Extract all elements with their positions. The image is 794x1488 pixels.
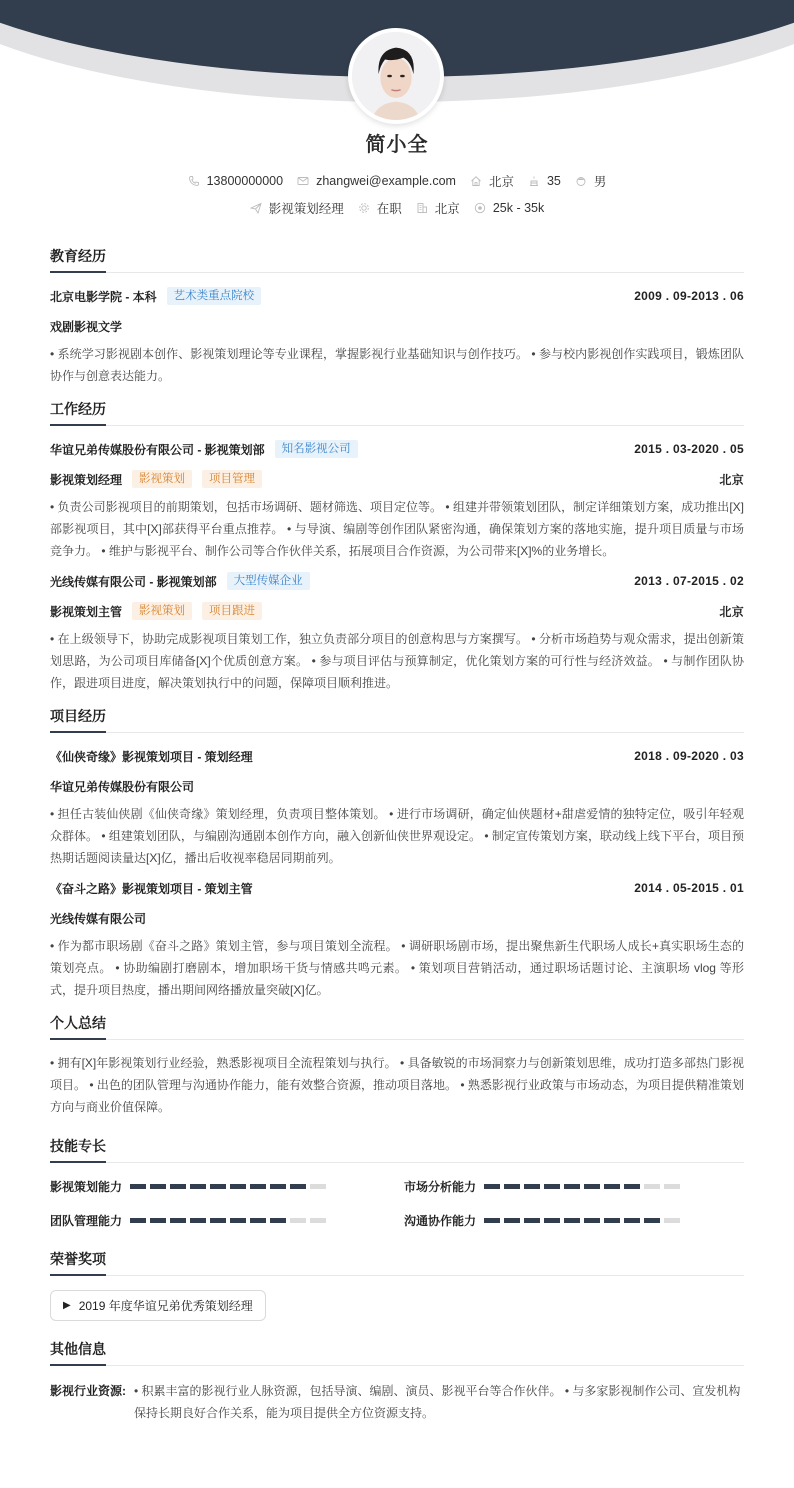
skill-segment (230, 1184, 246, 1189)
company-tag: 知名影视公司 (275, 440, 358, 458)
other-info-text: • 积累丰富的影视行业人脉资源，包括导演、编剧、演员、影视平台等合作伙伴。 • 与多家影视制作公司、宣发机构保持长期良好合作关系，能为项目提供全方位资源支持。 (134, 1384, 741, 1420)
section-title: 其他信息 (50, 1339, 744, 1366)
work-city: 北京 (719, 604, 744, 619)
job-title-value: 影视策划经理 (268, 202, 344, 216)
skill-segment (504, 1184, 520, 1189)
phone-item (188, 174, 283, 188)
skill-level-bar (130, 1218, 326, 1223)
skill-segment (664, 1218, 680, 1223)
skills-grid (50, 1177, 744, 1229)
gender-value: 男 (593, 175, 607, 189)
gender-icon (575, 175, 587, 187)
age-item (528, 174, 561, 188)
contact-info-row (0, 172, 794, 190)
award-item (50, 1290, 266, 1321)
education-section (50, 246, 744, 387)
role: 影视策划经理 (50, 472, 123, 487)
award-text: 2019 年度华谊兄弟优秀策划经理 (78, 1299, 253, 1313)
skill-segment (504, 1218, 520, 1223)
work-description: • 在上级领导下，协助完成影视项目策划工作，独立负责部分项目的创意构思与方案撰写。 • 分析市场趋势与观众需求，提出创新策划思路，为公司项目库储备[X]个优质创意方案。 • 参与项目评估与预算制定，优化策划方案的可行性与经济效益。 • 与制作团队协作，跟进项目进度，解决策划执行中的问题，保障项目顺利推进。 (50, 632, 744, 690)
skill-segment (290, 1184, 306, 1189)
skill-segment (210, 1184, 226, 1189)
section-title: 个人总结 (50, 1013, 744, 1040)
skill-segment (130, 1218, 146, 1223)
skill-segment (584, 1184, 600, 1189)
work-date: 2013 . 07-2015 . 02 (634, 574, 744, 588)
avatar (348, 28, 444, 124)
home-icon (470, 175, 482, 187)
skill-segment (310, 1184, 326, 1189)
projects-section (50, 706, 744, 1001)
age-icon (528, 175, 540, 187)
other-section (50, 1339, 744, 1424)
project-date: 2014 . 05-2015 . 01 (634, 881, 744, 895)
mail-icon (297, 175, 309, 187)
awards-section (50, 1249, 744, 1339)
other-info-label: 影视行业资源: (50, 1384, 126, 1398)
section-title: 工作经历 (50, 399, 744, 426)
skill-item (404, 1211, 744, 1229)
skill-segment (150, 1184, 166, 1189)
skill-segment (564, 1184, 580, 1189)
project-entry (50, 747, 744, 869)
project-name: 《仙侠奇缘》影视策划项目 - 策划经理 (50, 749, 253, 764)
location-item (470, 172, 514, 190)
education-entry (50, 287, 744, 387)
resume-content (50, 246, 744, 1424)
skill-segment (544, 1184, 560, 1189)
skill-level-bar (130, 1184, 326, 1189)
skill-segment (644, 1184, 660, 1189)
work-date: 2015 . 03-2020 . 05 (634, 442, 744, 456)
skill-segment (210, 1218, 226, 1223)
skill-segment (604, 1184, 620, 1189)
skill-segment (624, 1184, 640, 1189)
salary-value: 25k - 35k (492, 201, 545, 215)
skill-tag: 项目跟进 (202, 602, 262, 620)
education-description: • 系统学习影视剧本创作、影视策划理论等专业课程，掌握影视行业基础知识与创作技巧。 • 参与校内影视创作实践项目，锻炼团队协作与创意表达能力。 (50, 347, 744, 383)
avatar-photo-icon (352, 32, 440, 120)
phone-icon (188, 175, 200, 187)
skill-segment (484, 1218, 500, 1223)
gender-item (575, 172, 607, 190)
summary-section (50, 1013, 744, 1118)
skill-segment (190, 1218, 206, 1223)
skill-segment (604, 1218, 620, 1223)
education-date: 2009 . 09-2013 . 06 (634, 289, 744, 303)
triangle-bullet-icon: ▶ (63, 1300, 71, 1311)
location-value: 北京 (488, 175, 514, 189)
major: 戏剧影视文学 (50, 319, 123, 334)
skill-segment (484, 1184, 500, 1189)
school-tag: 艺术类重点院校 (167, 287, 262, 305)
skill-tag: 项目管理 (202, 470, 262, 488)
role: 影视策划主管 (50, 604, 123, 619)
skill-level-bar (484, 1184, 680, 1189)
project-date: 2018 . 09-2020 . 03 (634, 749, 744, 763)
skill-segment (190, 1184, 206, 1189)
salary-item (474, 201, 544, 215)
skill-segment (310, 1218, 326, 1223)
skill-segment (170, 1184, 186, 1189)
project-entry (50, 879, 744, 1001)
skill-segment (664, 1184, 680, 1189)
skill-segment (250, 1184, 266, 1189)
skill-segment (250, 1218, 266, 1223)
job-title-item (250, 199, 344, 217)
skill-label: 影视策划能力 (50, 1179, 123, 1194)
skill-segment (524, 1184, 540, 1189)
phone-value: 13800000000 (206, 174, 284, 188)
company-name: 光线传媒有限公司 - 影视策划部 (50, 574, 217, 589)
skill-item (50, 1177, 404, 1195)
skill-tag: 影视策划 (132, 602, 192, 620)
work-city: 北京 (719, 472, 744, 487)
building-icon (416, 202, 428, 214)
skill-segment (230, 1218, 246, 1223)
skill-segment (624, 1218, 640, 1223)
project-company: 光线传媒有限公司 (50, 911, 147, 926)
project-name: 《奋斗之路》影视策划项目 - 策划主管 (50, 881, 253, 896)
section-title: 项目经历 (50, 706, 744, 733)
section-title: 教育经历 (50, 246, 744, 273)
work-entry (50, 440, 744, 562)
skill-segment (170, 1218, 186, 1223)
section-title: 技能专长 (50, 1136, 744, 1163)
skill-segment (564, 1218, 580, 1223)
candidate-name: 简小全 (365, 134, 429, 156)
status-item (358, 199, 402, 217)
summary-text: • 拥有[X]年影视策划行业经验，熟悉影视项目全流程策划与执行。 • 具备敏锐的市场洞察力与创新策划思维，成功打造多部热门影视项目。 • 出色的团队管理与沟通协作能力，能有效整合资源，推动项目落地。 • 熟悉影视行业政策与市场动态，为项目提供精准策划方向与商业价值保障。 (50, 1056, 744, 1114)
skill-segment (644, 1218, 660, 1223)
skills-section (50, 1136, 744, 1229)
section-title: 荣誉奖项 (50, 1249, 744, 1276)
school-name: 北京电影学院 - 本科 (50, 289, 157, 304)
skill-segment (150, 1218, 166, 1223)
skill-label: 团队管理能力 (50, 1213, 123, 1228)
skill-segment (544, 1218, 560, 1223)
skill-label: 沟通协作能力 (404, 1213, 477, 1228)
send-icon (250, 202, 262, 214)
work-entry (50, 572, 744, 694)
coin-icon (474, 202, 486, 214)
work-description: • 负责公司影视项目的前期策划，包括市场调研、题材筛选、项目定位等。 • 组建并带领策划团队，制定详细策划方案，成功推出[X]部影视项目，其中[X]部获得平台重点推荐。 • 与导演、编剧等创作团队紧密沟通，确保策划方案的落地实施，提升项目质量与市场竞争力。 • 维护与影视平台、制作公司等合作伙伴关系，拓展项目合作资源，为公司带来[X]%的业务增长。 (50, 500, 744, 558)
age-value: 35 (546, 174, 561, 188)
skill-segment (130, 1184, 146, 1189)
skill-label: 市场分析能力 (404, 1179, 477, 1194)
other-info-row (50, 1380, 744, 1424)
skill-level-bar (484, 1218, 680, 1223)
project-company: 华谊兄弟传媒股份有限公司 (50, 779, 195, 794)
status-value: 在职 (376, 202, 402, 216)
project-description: • 作为都市职场剧《奋斗之路》策划主管，参与项目策划全流程。 • 调研职场剧市场，提出聚焦新生代职场人成长+真实职场生态的策划亮点。 • 协助编剧打磨剧本，增加职场干货与情感共鸣元素。 • 策划项目营销活动，通过职场话题讨论、主演职场 vlog 等形式，提升项目热度，播出期间网络播放量突破[X]亿。 (50, 939, 744, 997)
company-name: 华谊兄弟传媒股份有限公司 - 影视策划部 (50, 442, 265, 457)
skill-item (404, 1177, 744, 1195)
target-city-value: 北京 (434, 202, 460, 216)
skill-segment (584, 1218, 600, 1223)
project-description: • 担任古装仙侠剧《仙侠奇缘》策划经理，负责项目整体策划。 • 进行市场调研，确定仙侠题材+甜虐爱情的独特定位，吸引年轻观众群体。 • 组建策划团队，与编剧沟通剧本创作方向，融入创新仙侠世界观设定。 • 制定宣传策划方案，联动线上线下平台，项目预热期话题阅读量达[X]亿，播出后收视率稳居同期前列。 (50, 807, 744, 865)
skill-segment (270, 1218, 286, 1223)
skill-item (50, 1211, 404, 1229)
company-tag: 大型传媒企业 (227, 572, 310, 590)
gear-icon (358, 202, 370, 214)
skill-segment (270, 1184, 286, 1189)
job-info-row (0, 199, 794, 217)
target-city-item (416, 199, 460, 217)
skill-tag: 影视策划 (132, 470, 192, 488)
work-section (50, 399, 744, 694)
skill-segment (290, 1218, 306, 1223)
email-value: zhangwei@example.com (316, 174, 456, 188)
email-item (297, 174, 456, 188)
skill-segment (524, 1218, 540, 1223)
